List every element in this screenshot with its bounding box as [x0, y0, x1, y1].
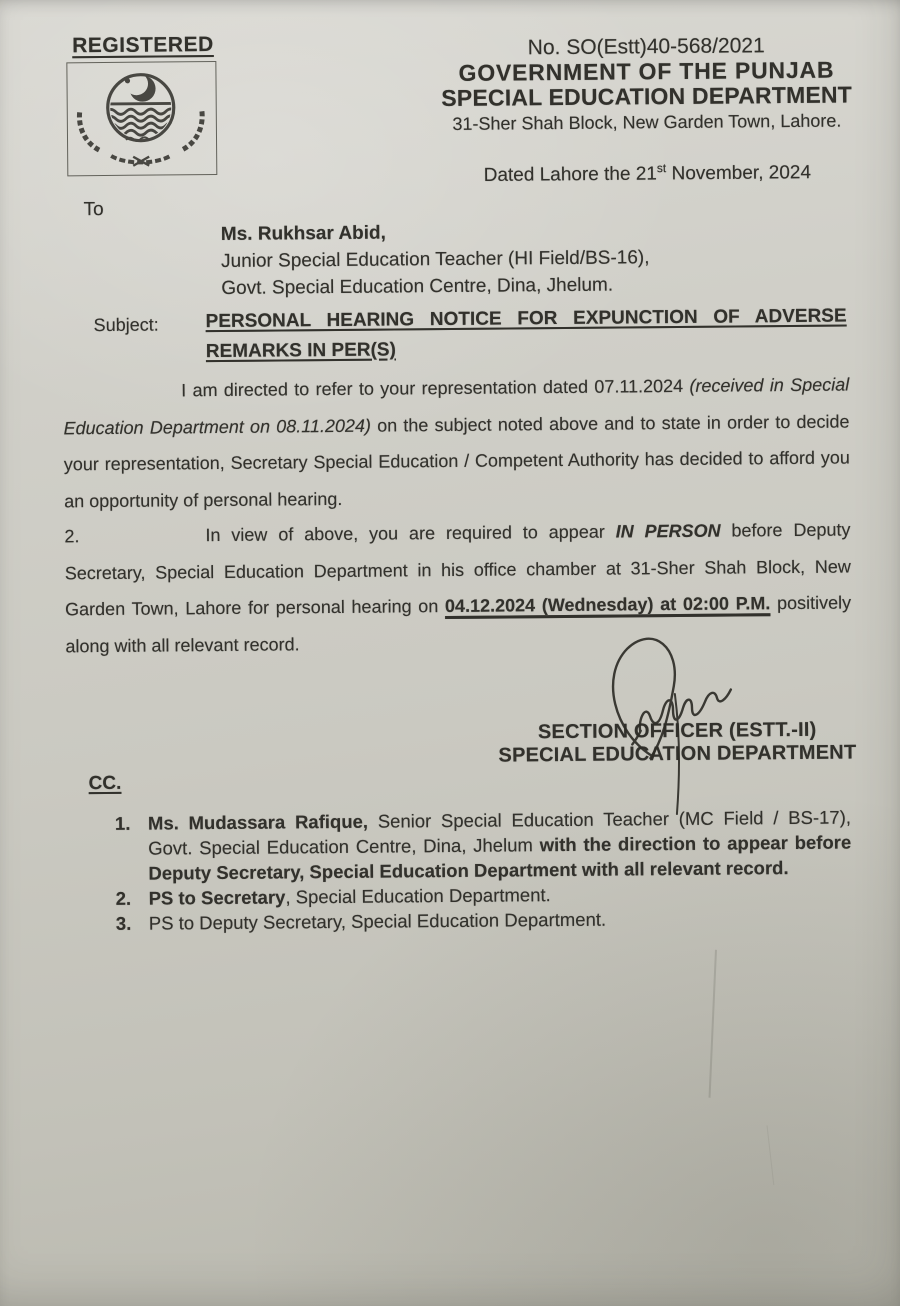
subject-line-1-text: PERSONAL HEARING NOTICE FOR EXPUNCTION OF ADVERSE	[205, 305, 847, 333]
recipient-block	[221, 217, 650, 302]
cc-item-1-text	[148, 805, 852, 886]
registered-stamp: REGISTERED	[72, 33, 214, 58]
date-suffix: November, 2024	[666, 162, 812, 185]
in-person-emphasis: IN PERSON	[615, 520, 721, 542]
date-prefix: Dated Lahore the 21	[483, 163, 658, 187]
cc-item-2-lead: PS to Secretary	[148, 886, 286, 909]
cc-item-1	[115, 805, 852, 886]
cc-label	[89, 773, 122, 795]
cc-item-3-number: 3.	[115, 912, 132, 934]
signatory-block	[496, 718, 858, 767]
recipient-office: Govt. Special Education Centre, Dina, Jhelum.	[221, 274, 614, 299]
subject-label: Subject:	[93, 314, 159, 336]
para1-text-end: on the subject noted above and to state in order to decide your representation, Secretary Special Education / Competent Authority has decided to afford you an opportunity of personal hearing.	[63, 411, 850, 511]
cc-label-text: CC.	[88, 772, 122, 795]
hearing-datetime: 04.12.2024 (Wednesday) at 02:00 P.M.	[444, 593, 771, 617]
date-line	[425, 154, 869, 188]
para2-text-end: positively along with all relevant record.	[65, 592, 852, 656]
body-paragraph-2	[64, 512, 851, 665]
to-label: To	[83, 199, 104, 221]
cc-item-1-name: Ms. Mudassara Rafique,	[147, 810, 369, 834]
paper-scratch-mark	[767, 1125, 775, 1185]
cc-item-2-number: 2.	[115, 887, 132, 909]
cc-item-3-rest: PS to Deputy Secretary, Special Education Department.	[148, 908, 607, 934]
cc-item-1-direction: with the direction to appear before Deputy Secretary, Special Education Department with all relevant record.	[148, 831, 852, 884]
reference-number: No. SO(Estt)40-568/2021	[527, 34, 765, 60]
cc-item-2-rest: , Special Education Department.	[285, 884, 551, 908]
para2-text-middle: before Deputy Secretary, Special Education Department in his office chamber at 31-Sher Shah Block, New Garden Town, Lahore for personal hearing on	[64, 519, 851, 620]
department-title: SPECIAL EDUCATION DEPARTMENT	[441, 81, 853, 112]
department-address: 31-Sher Shah Block, New Garden Town, Lahore.	[452, 110, 842, 134]
recipient-name: Ms. Rukhsar Abid,	[220, 222, 386, 245]
cc-item-1-number: 1.	[114, 812, 131, 834]
para2-number: 2.	[64, 526, 80, 547]
government-title: GOVERNMENT OF THE PUNJAB	[458, 56, 835, 86]
signatory-title: SECTION OFFICER (ESTT.-II)	[537, 718, 817, 744]
subject-line-2	[206, 332, 847, 368]
body-paragraph-1	[63, 367, 850, 520]
cc-item-1-designation: Senior Special Education Teacher (MC Field / BS-17), Govt. Special Education Centre, Dina, Jhelum	[148, 806, 852, 859]
punjab-emblem-icon	[70, 64, 211, 171]
letterhead	[424, 32, 869, 188]
recipient-designation: Junior Special Education Teacher (HI Field/BS-16),	[220, 247, 650, 272]
cc-item-3-text	[149, 905, 852, 936]
signatory-department: SPECIAL EDUCATION DEPARTMENT	[498, 741, 857, 767]
subject-block	[205, 302, 846, 368]
subject-line-1	[205, 302, 846, 338]
paper-scratch-mark	[709, 950, 717, 1098]
para1-received-note: (received in Special Education Department on 08.11.2024)	[63, 374, 850, 438]
para1-text: I am directed to refer to your representation dated 07.11.2024	[181, 375, 690, 401]
cc-item-3	[116, 905, 852, 936]
cc-list	[115, 805, 852, 936]
subject-line-2-text: REMARKS IN PER(S)	[205, 339, 396, 363]
date-ordinal: st	[656, 161, 667, 176]
para2-text: In view of above, you are required to appear	[205, 521, 616, 546]
emblem-box	[66, 61, 217, 176]
